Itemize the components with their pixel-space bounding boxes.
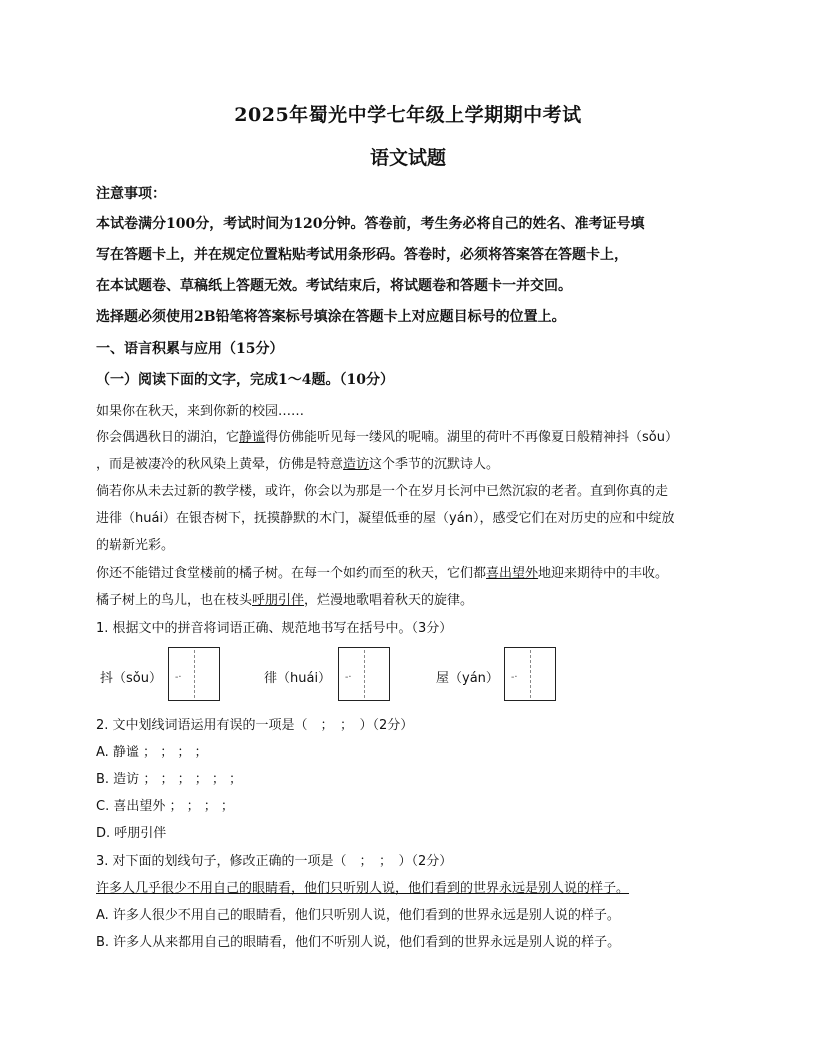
- question-2-stem: 2. 文中划线词语运用有误的一项是（ ； ； ）（2分）: [96, 718, 414, 733]
- exam-title: 2025年蜀光中学七年级上学期期中考试: [234, 104, 582, 126]
- underlined-word: 静谧: [239, 430, 266, 445]
- pinyin-answer-row: [96, 645, 566, 701]
- option-b[interactable]: B. 造访 ； ； ； ； ； ；: [96, 772, 242, 787]
- passage-line: 的崭新光彩。: [96, 538, 175, 553]
- exam-subtitle: 语文试题: [369, 147, 446, 169]
- passage-line: 如果你在秋天，来到你新的校园……: [96, 404, 305, 419]
- question-3-stem: 3. 对下面的划线句子，修改正确的一项是（ ； ； ）（2分）: [96, 854, 453, 869]
- passage-line: ，而是被凄冷的秋风染上黄晕，仿佛是特意造访这个季节的沉默诗人。: [96, 457, 500, 472]
- notes-heading: 注意事项：: [96, 186, 166, 202]
- passage-line: 橘子树上的鸟儿，也在枝头呼朋引伴，烂漫地歌唱着秋天的旋律。: [96, 593, 474, 608]
- question-1-stem: 1. 根据文中的拼音将词语正确、规范地书写在括号中。（3分）: [96, 621, 453, 636]
- passage-line: 你会偶遇秋日的湖泊，它静谧得仿佛能听见每一缕风的呢喃。湖里的荷叶不再像夏日般精神抖（sǒu）: [96, 430, 678, 445]
- underlined-word: 造访: [343, 457, 370, 472]
- underlined-word: 喜出望外: [486, 566, 539, 581]
- passage-line: 你还不能错过食堂楼前的橘子树。在每一个如约而至的秋天，它们都喜出望外地迎来期待中的丰收。: [96, 566, 669, 581]
- option-c[interactable]: C. 喜出望外 ； ； ； ；: [96, 799, 234, 814]
- underlined-sentence: 许多人几乎很少不用自己的眼睛看，他们只听别人说，他们看到的世界永远是别人说的样子。: [96, 881, 630, 896]
- pinyin-label: 抖（sǒu）: [100, 671, 162, 686]
- answer-box[interactable]: -·: [168, 647, 220, 701]
- answer-box[interactable]: -·: [338, 647, 390, 701]
- pinyin-label: 屋（yán）: [436, 671, 499, 686]
- option-d[interactable]: D. 呼朋引伴: [96, 826, 167, 841]
- underlined-word: 呼朋引伴: [252, 593, 305, 608]
- notes-line: 本试卷满分100分，考试时间为120分钟。答卷前，考生务必将自己的姓名、准考证号填: [96, 216, 645, 232]
- section-heading: 一、语言积累与应用（15分）: [96, 341, 284, 357]
- passage-line: 进徘（huái）在银杏树下，抚摸静默的木门，凝望低垂的屋（yán），感受它们在对历史的应和中绽放: [96, 511, 675, 526]
- option-b[interactable]: B. 许多人从来都用自己的眼睛看，他们不听别人说，他们看到的世界永远是别人说的样子。: [96, 935, 621, 950]
- option-a[interactable]: A. 许多人很少不用自己的眼睛看，他们只听别人说，他们看到的世界永远是别人说的样子。: [96, 908, 620, 923]
- notes-line: 在本试题卷、草稿纸上答题无效。考试结束后，将试题卷和答题卡一并交回。: [96, 278, 572, 294]
- notes-line: 写在答题卡上，并在规定位置粘贴考试用条形码。答卷时，必须将答案答在答题卡上，: [96, 247, 628, 263]
- pinyin-label: 徘（huái）: [264, 671, 332, 686]
- passage-line: 倘若你从未去过新的教学楼，或许，你会以为那是一个在岁月长河中已然沉寂的老者。直到你真的走: [96, 484, 669, 499]
- option-a[interactable]: A. 静谧 ； ； ； ；: [96, 745, 208, 760]
- notes-line: 选择题必须使用2B铅笔将答案标号填涂在答题卡上对应题目标号的位置上。: [96, 309, 566, 325]
- answer-box[interactable]: -·: [504, 647, 556, 701]
- subsection-heading: （一）阅读下面的文字，完成1～4题。（10分）: [96, 372, 394, 388]
